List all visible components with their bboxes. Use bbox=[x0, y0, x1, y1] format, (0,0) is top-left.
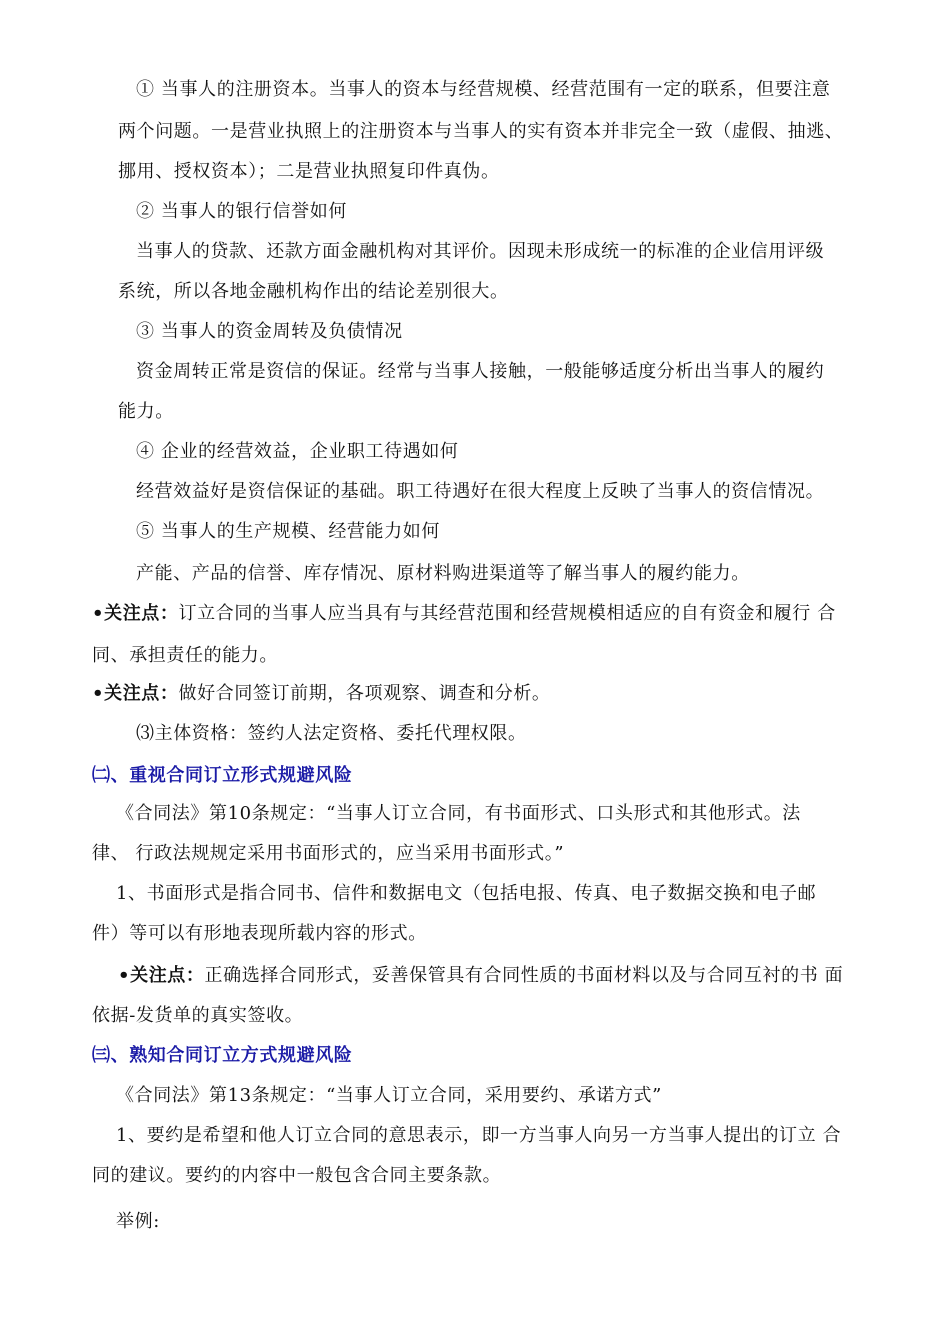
text-line: 依据-发货单的真实签收。 bbox=[92, 1005, 304, 1026]
text-line: 经营效益好是资信保证的基础。职工待遇好在很大程度上反映了当事人的资信情况。 bbox=[136, 481, 825, 502]
text-line: 同、承担责任的能力。 bbox=[92, 645, 278, 666]
text-line: 件）等可以有形地表现所载内容的形式。 bbox=[92, 923, 427, 944]
section-heading: ㈡、重视合同订立形式规避风险 bbox=[92, 765, 353, 786]
text-line: ⑤ 当事人的生产规模、经营能力如何 bbox=[136, 521, 440, 542]
text-line: 《合同法》第10条规定：“当事人订立合同，有书面形式、口头形式和其他形式。法 bbox=[116, 803, 801, 824]
text-line: ⑶主体资格：签约人法定资格、委托代理权限。 bbox=[136, 723, 527, 744]
text-line bbox=[118, 964, 843, 988]
text-line: 能力。 bbox=[118, 401, 174, 422]
text-line bbox=[92, 682, 551, 706]
focus-point-text: 订立合同的当事人应当具有与其经营范围和经营规模相适应的自有资金和履行 合 bbox=[178, 603, 836, 624]
text-line: 系统，所以各地金融机构作出的结论差别很大。 bbox=[118, 281, 509, 302]
text-line: ③ 当事人的资金周转及负债情况 bbox=[136, 321, 403, 342]
text-line: 同的建议。要约的内容中一般包含合同主要条款。 bbox=[92, 1165, 502, 1186]
text-line: ② 当事人的银行信誉如何 bbox=[136, 201, 347, 222]
text-line: ① 当事人的注册资本。当事人的资本与经营规模、经营范围有一定的联系，但要注意 bbox=[136, 79, 831, 100]
focus-point-text: 正确选择合同形式，妥善保管具有合同性质的书面材料以及与合同互衬的书 面 bbox=[204, 965, 844, 986]
text-line: 律、 行政法规规定采用书面形式的，应当采用书面形式。” bbox=[92, 843, 565, 864]
text-line: ④ 企业的经营效益，企业职工待遇如何 bbox=[136, 441, 459, 462]
text-line: 1、要约是希望和他人订立合同的意思表示，即一方当事人向另一方当事人提出的订立 合 bbox=[116, 1125, 842, 1146]
text-line: 挪用、授权资本）；二是营业执照复印件真伪。 bbox=[118, 161, 500, 182]
text-line: 当事人的贷款、还款方面金融机构对其评价。因现未形成统一的标准的企业信用评级 bbox=[136, 241, 825, 262]
focus-point-label: •关注点： bbox=[92, 603, 179, 624]
text-line: 两个问题。一是营业执照上的注册资本与当事人的实有资本并非完全一致（虚假、抽逃、 bbox=[118, 121, 844, 142]
section-heading: ㈢、熟知合同订立方式规避风险 bbox=[92, 1045, 353, 1066]
text-line: 1、书面形式是指合同书、信件和数据电文（包括电报、传真、电子数据交换和电子邮 bbox=[116, 883, 817, 904]
focus-point-label: •关注点： bbox=[118, 965, 205, 986]
text-line bbox=[92, 602, 836, 626]
text-line: 产能、产品的信誉、库存情况、原材料购进渠道等了解当事人的履约能力。 bbox=[136, 563, 750, 584]
focus-point-label: •关注点： bbox=[92, 683, 179, 704]
text-line: 《合同法》第13条规定：“当事人订立合同，采用要约、承诺方式” bbox=[116, 1085, 662, 1106]
focus-point-text: 做好合同签订前期，各项观察、调查和分析。 bbox=[178, 683, 551, 704]
text-line: 资金周转正常是资信的保证。经常与当事人接触，一般能够适度分析出当事人的履约 bbox=[136, 361, 825, 382]
text-line: 举例: bbox=[116, 1211, 160, 1232]
